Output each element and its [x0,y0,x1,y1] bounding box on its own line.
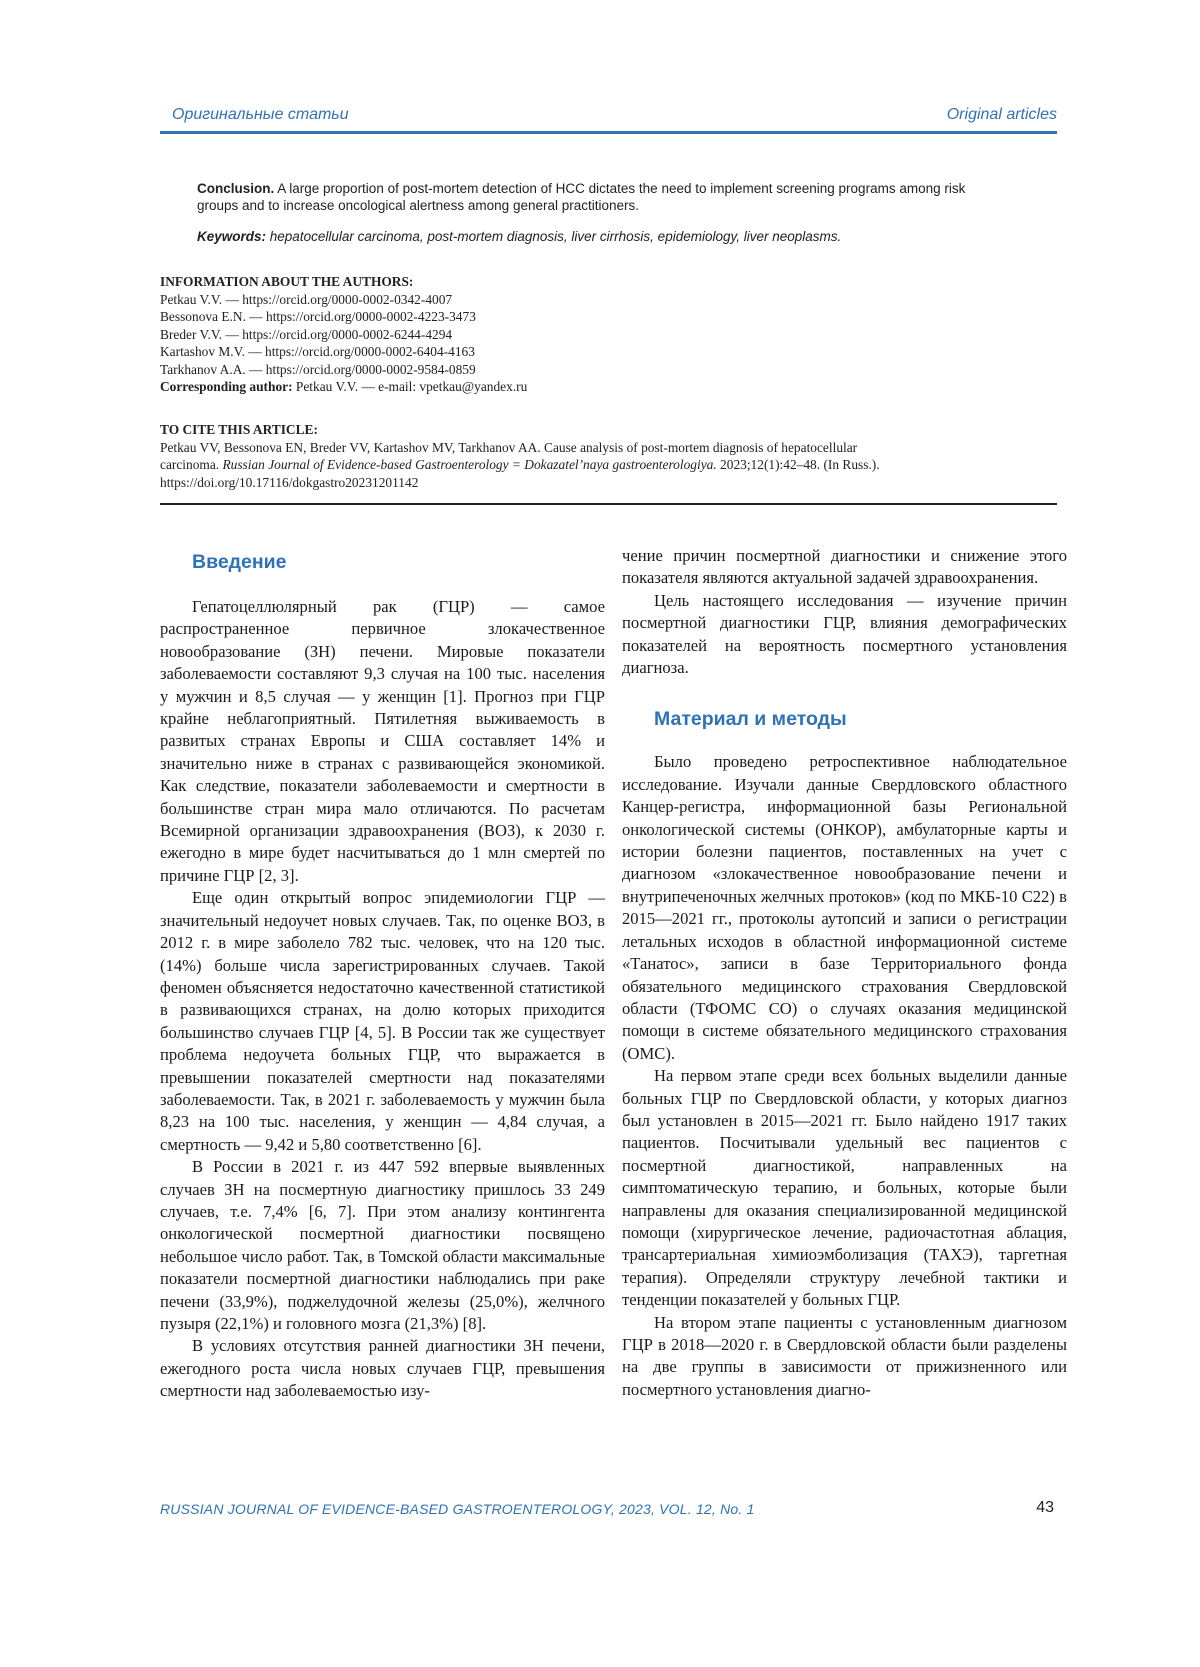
paragraph-aim: Цель настоящего исследования — изучение причин посмертной диагностики ГЦР, влияния демографических показателей на вероятность посмертного установления диагноза. [622,590,1067,678]
author-line: Breder V.V. — https://orcid.org/0000-0002-6244-4294 [160,326,453,342]
paragraph: На втором этапе пациенты с установленным диагнозом ГЦР в 2018—2020 г. в Свердловской области были разделены на две группы в зависимости от прижизненного или посмертного установления диагно- [622,1312,1067,1399]
right-column [622,545,1067,1401]
cite-title: TO CITE THIS ARTICLE: [160,422,318,437]
header-divider [160,131,1057,134]
conclusion-line-2: groups and to increase oncological alertness among general practitioners. [197,198,640,213]
paragraph: Гепатоцеллюлярный рак (ГЦР) — самое распространенное первичное злокачественное новообразование (ЗН) печени. Мировые показатели заболеваемости составляют 9,3 случая на 100 тыс. населения у мужчин и 8,5 случая — у женщин [1]. Прогноз при ГЦР крайне неблагоприятный. Пятилетняя выживаемость в развитых странах Европы и США составляет 14% и значительно ниже в странах с развивающейся экономикой. Как следствие, показатели заболеваемости и смертности в большинстве стран мира мало отличаются. По расчетам Всемирной организации здравоохранения (ВОЗ), к 2030 г. ежегодно в мире будет насчитываться до 1 млн смертей по причине ГЦР [2, 3]. [160,597,605,885]
paragraph: В России в 2021 г. из 447 592 впервые выявленных случаев ЗН на посмертную диагностику пришлось 33 249 случаев, т.е. 7,4% [6, 7]. При этом анализу контингента онкологической посмертной диагностики посвящено небольшое число работ. Так, в Томской области максимальные показатели посмертной диагностики наблюдались при раке печени (33,9%), поджелудочной железы (25,0%), желчного пузыря (22,1%) и головного мозга (21,3%) [8]. [160,1157,605,1333]
running-header-left: Оригинальные статьи [172,106,349,123]
author-line: Bessonova E.N. — https://orcid.org/0000-0002-4223-3473 [160,309,476,324]
footer-journal-name: RUSSIAN JOURNAL OF EVIDENCE-BASED GASTROENTEROLOGY, 2023, VOL. 12, No. 1 [160,1501,755,1517]
paragraph: Было проведено ретроспективное наблюдательное исследование. Изучали данные Свердловского областного Канцер-регистра, информационной базы Региональной онкологической системы (ОНКОР), амбулаторные карты и истории болезни пациентов, поставленных на учет с диагнозом «злокачественное новообразование печени и внутрипеченочных желчных протоков» (код по МКБ-10 С22) в 2015—2021 гг., протоколы аутопсий и записи о регистрации летальных исходов в областной информационной системе «Танатос», записи в базе Территориального фонда обязательного медицинского страхования Свердловской области (ТФОМС СО) о случаях оказания медицинской помощи в системе обязательного медицинского страхования (ОМС). [622,752,1067,1063]
keywords-label: Keywords: [197,229,267,244]
cite-line-2 [160,456,1040,474]
cite-line-2-start: carcinoma. [160,457,223,472]
corresponding-author [160,378,1040,396]
conclusion-line-1: A large proportion of post-mortem detection of HCC dictates the need to implement screening programs among risk [274,181,966,196]
corresponding-label: Corresponding author: [160,379,293,394]
author-line: Kartashov M.V. — https://orcid.org/0000-0002-6404-4163 [160,344,475,359]
left-column [160,550,605,1403]
authors-info-title: INFORMATION ABOUT THE AUTHORS: [160,274,414,289]
cite-journal: Russian Journal of Evidence-based Gastroenterology = Dokazatel’naya gastroenterologiya. [222,457,717,472]
abstract-keywords [197,228,1037,245]
keywords-text: hepatocellular carcinoma, post-mortem diagnosis, liver cirrhosis, epidemiology, liver neoplasms. [266,229,842,244]
section-title-introduction: Введение [192,551,287,573]
cite-doi-link[interactable]: https://doi.org/10.17116/dokgastro20231201142 [160,474,419,490]
cite-line-1: Petkau VV, Bessonova EN, Breder VV, Kartashov MV, Tarkhanov AA. Cause analysis of post-mortem diagnosis of hepatocellular [160,439,858,455]
section-title-methods: Материал и методы [654,708,847,731]
paragraph-continuation: чение причин посмертной диагностики и снижение этого показателя являются актуальной задачей здравоохранения. [622,546,1067,588]
info-divider [160,503,1057,505]
corresponding-text: Petkau V.V. — e-mail: vpetkau@yandex.ru [292,379,528,394]
author-line: Tarkhanov A.A. — https://orcid.org/0000-0002-9584-0859 [160,361,476,377]
paragraph: В условиях отсутствия ранней диагностики ЗН печени, ежегодного роста числа новых случаев ГЦР, превышения смертности над заболеваемостью изу- [160,1336,605,1401]
paragraph: На первом этапе среди всех больных выделили данные больных ГЦР по Свердловской области, у которых диагноз был установлен в 2015—2021 гг. Было найдено 1917 таких пациентов. Посчитывали удельный вес пациентов с посмертной диагностикой, направленных на симптоматическую терапию, и больных, которые были направлены для оказания специализированной медицинской помощи (хирургическое лечение, радиочастотная аблация, трансартериальная химиоэмболизация (ТАХЭ), таргетная терапия). Определяли структуру лечебной тактики и тенденции показателей у больных ГЦР. [622,1066,1067,1310]
author-line: Petkau V.V. — https://orcid.org/0000-0002-0342-4007 [160,291,453,307]
page-number: 43 [1036,1499,1054,1516]
authors-info [160,273,1040,396]
abstract-conclusion [197,180,1037,214]
cite-block [160,421,1040,491]
conclusion-label: Conclusion. [197,181,275,196]
running-header-right: Original articles [946,106,1057,123]
cite-line-2-end: 2023;12(1):42–48. (In Russ.). [716,457,880,472]
paragraph: Еще один открытый вопрос эпидемиологии ГЦР — значительный недоучет новых случаев. Так, по оценке ВОЗ, в 2012 г. в мире заболело 782 тыс. человек, что на 120 тыс. (14%) больше числа зарегистрированных случаев. Такой феномен объясняется недостаточно качественной статистикой в развивающихся странах, на долю которых приходится большинство случаев ГЦР [4, 5]. В России так же существует проблема недоучета больных ГЦР, что выражается в превышении показателей смертности над показателями заболеваемости. Так, в 2021 г. заболеваемость у мужчин была 8,23 на 100 тыс. населения, у женщин — 4,84 случая, а смертность — 9,42 и 5,80 соответственно [6]. [160,888,605,1154]
